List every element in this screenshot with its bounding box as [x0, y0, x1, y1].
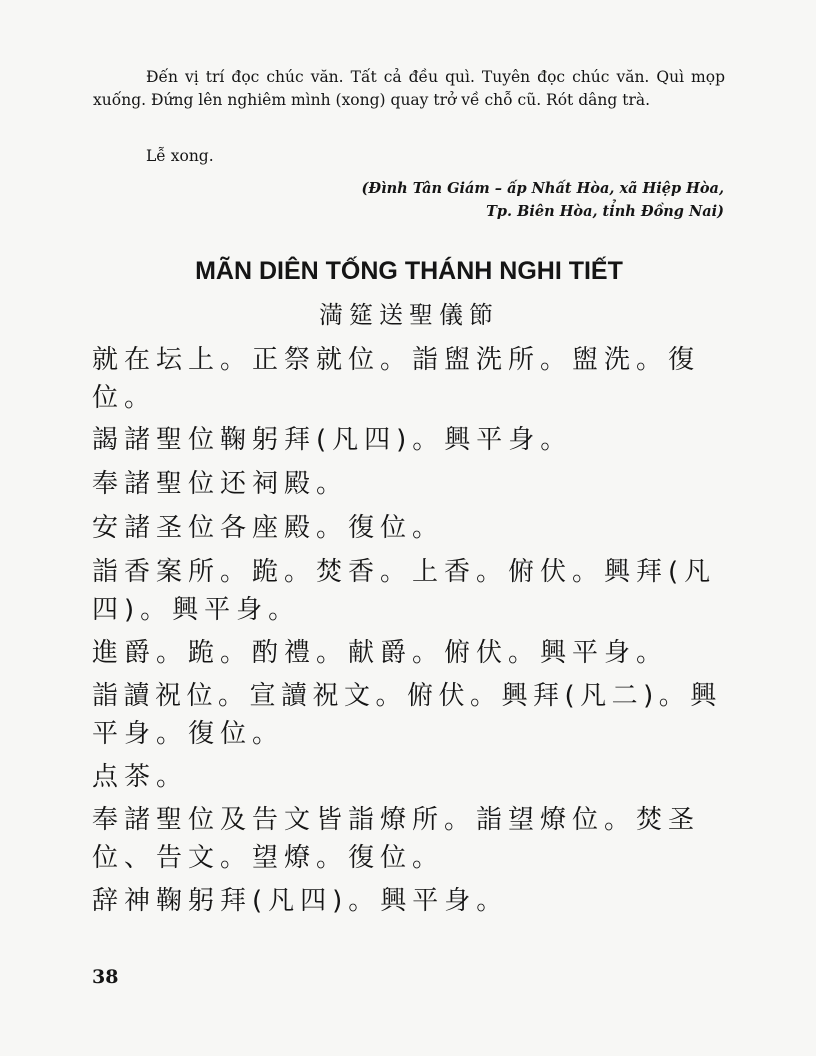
section-title-han: 満筵送聖儀節	[319, 301, 499, 329]
han-line-7: 四)。興平身。	[92, 595, 301, 625]
han-line-10: 平身。復位。	[92, 719, 285, 749]
han-line-14: 辞神鞠躬拜(凡四)。興平身。	[92, 886, 509, 916]
han-line-12: 奉諸聖位及告文皆詣燎所。詣望燎位。焚圣	[92, 805, 701, 835]
han-line-13: 位、告文。望燎。復位。	[92, 843, 445, 873]
page-number: 38	[92, 966, 119, 988]
han-line-4: 奉諸聖位还祠殿。	[92, 469, 349, 499]
han-line-1: 就在坛上。正祭就位。詣盥洗所。盥洗。復	[92, 345, 701, 375]
source-citation-line-2: Tp. Biên Hòa, tỉnh Đồng Nai)	[486, 203, 724, 220]
paragraph-ceremony-end: Lễ xong.	[146, 147, 214, 165]
source-citation-line-1: (Đình Tân Giám – ấp Nhất Hòa, xã Hiệp Hòa,	[361, 180, 724, 197]
han-line-8: 進爵。跪。酌禮。献爵。俯伏。興平身。	[92, 638, 669, 668]
han-line-6: 詣香案所。跪。焚香。上香。俯伏。興拜(凡	[92, 557, 717, 587]
han-line-2: 位。	[92, 383, 157, 413]
han-line-11: 点茶。	[92, 762, 189, 792]
han-line-9: 詣讀祝位。宣讀祝文。俯伏。興拜(凡二)。興	[92, 681, 722, 711]
han-line-3: 謁諸聖位鞠躬拜(凡四)。興平身。	[92, 425, 573, 455]
paragraph-ritual-reading: Đến vị trí đọc chúc văn. Tất cả đều quì. Tuyên đọc chúc văn. Quì mọp xuống. Đứng lên nghiêm mình (xong) quay trở về chỗ cũ. Rót dâng trà.	[93, 68, 725, 109]
han-line-5: 安諸圣位各座殿。復位。	[92, 513, 445, 543]
section-title: MÃN DIÊN TỐNG THÁNH NGHI TIẾT	[195, 257, 623, 285]
